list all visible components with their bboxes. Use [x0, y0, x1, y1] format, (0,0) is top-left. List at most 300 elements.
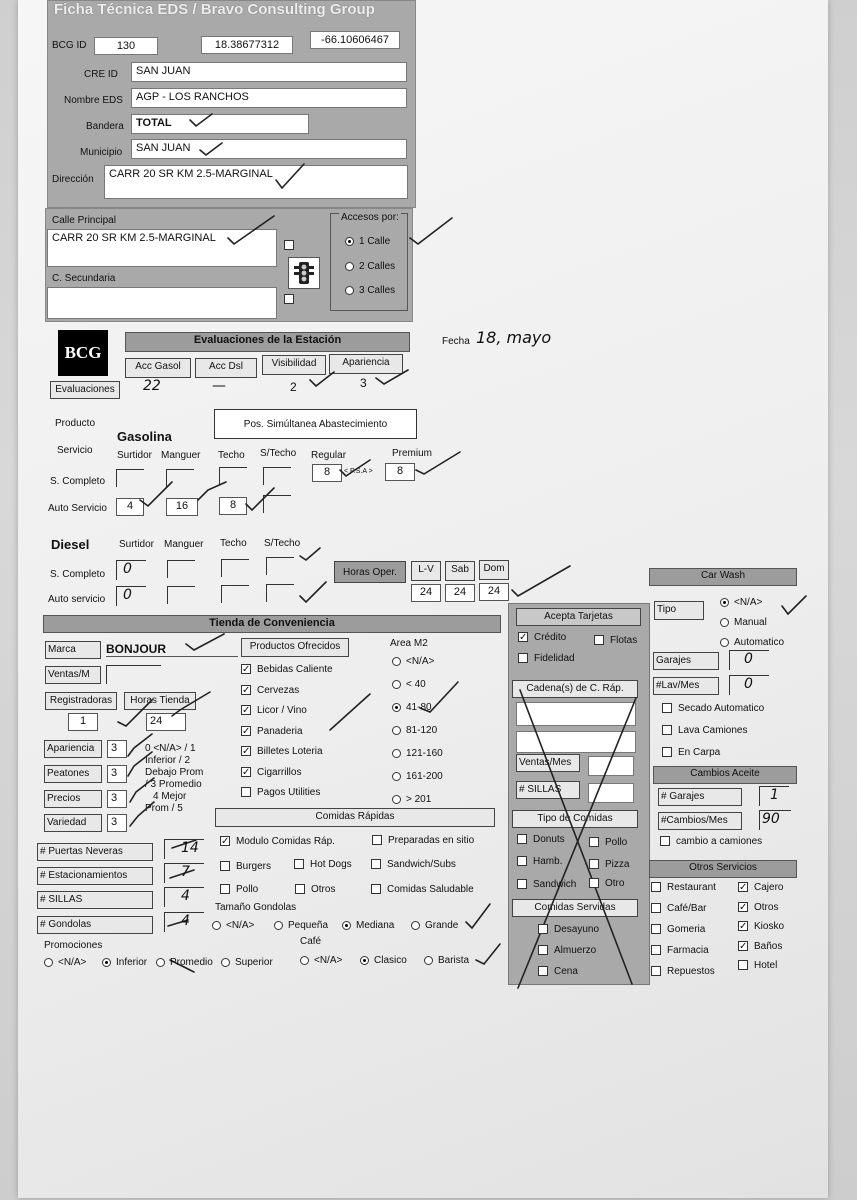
checkbox-label: Hamb. — [533, 856, 563, 867]
diesel-a-techo[interactable] — [221, 585, 249, 603]
radio-label: Promedio — [170, 957, 213, 968]
comida-2[interactable] — [220, 857, 271, 877]
checkbox-box — [589, 859, 599, 869]
radio — [392, 726, 401, 735]
radio — [212, 921, 221, 930]
horas-lv-value[interactable]: 24 — [411, 584, 441, 602]
radio-label: 121-160 — [406, 748, 443, 759]
checkbox-box: ✓ — [242, 766, 251, 778]
radio-label: > 201 — [406, 794, 432, 805]
bcg-id-label: BCG ID — [52, 40, 87, 51]
garajes-label: Garajes — [653, 652, 719, 670]
registradoras-field[interactable]: 1 — [68, 713, 98, 731]
evaluacion-col-acc-dsl: Acc Dsl — [195, 358, 257, 378]
horas-tienda-field[interactable]: 24 — [146, 713, 186, 731]
sillas-cadena-field[interactable] — [588, 783, 634, 803]
checkbox-label: Fidelidad — [534, 653, 575, 664]
checkbox-label: Crédito — [534, 632, 567, 643]
radio-label: Manual — [734, 617, 767, 628]
checkbox-label: Sandwich — [533, 879, 577, 890]
checkbox-box: ✓ — [739, 940, 748, 952]
radio-label: < 40 — [406, 679, 426, 690]
car-wash-opcion-2[interactable] — [662, 743, 720, 763]
comida-4[interactable] — [371, 855, 456, 875]
fecha-value[interactable]: 18, mayo — [476, 328, 552, 347]
otros-servicio-right-2[interactable] — [738, 917, 784, 937]
horas-dom-value[interactable]: 24 — [479, 583, 509, 601]
radio-label: <N/A> — [734, 597, 763, 608]
scale-line: 0 <N/A> / 1 — [145, 743, 196, 754]
area-option-2[interactable] — [392, 698, 432, 718]
cafe-label: Café — [300, 936, 322, 947]
horas-col-sab: Sab — [445, 561, 475, 581]
radio — [392, 680, 401, 689]
radio-label: 161-200 — [406, 771, 443, 782]
s-completo-label: S. Completo — [50, 476, 106, 487]
tipo-comida-2[interactable] — [517, 852, 562, 872]
credito-checkbox[interactable] — [518, 628, 566, 648]
checkbox-label: Lava Camiones — [678, 725, 748, 736]
producto-4[interactable] — [241, 742, 323, 762]
cambio-camiones-checkbox[interactable] — [660, 832, 762, 852]
checkbox-box — [651, 966, 661, 976]
radio-selected — [342, 921, 351, 930]
otros-servicio-right-4[interactable] — [738, 956, 777, 976]
accesos-1-calle[interactable] — [345, 232, 390, 252]
cre-id-label: CRE ID — [84, 69, 118, 80]
checkbox-box — [372, 835, 382, 845]
checkbox-label: Cigarrillos — [257, 766, 302, 778]
otros-servicio-left-4[interactable] — [651, 962, 715, 982]
tipo-comida-3[interactable] — [589, 855, 629, 875]
auto-servicio-label: Auto Servicio — [48, 503, 107, 514]
promociones-label: Promociones — [44, 940, 103, 951]
car-wash-tipo-2[interactable] — [720, 633, 784, 653]
checkbox-box — [241, 787, 251, 797]
municipio-field[interactable]: SAN JUAN — [131, 139, 407, 159]
radio-label: Grande — [425, 920, 459, 931]
evaluacion-col-visibilidad: Visibilidad — [262, 355, 326, 375]
scale-line: Debajo Prom — [145, 767, 204, 778]
checkbox-box — [517, 879, 527, 889]
direccion-field[interactable]: CARR 20 SR KM 2.5-MARGINAL — [104, 165, 408, 199]
ventas-mes-field[interactable] — [588, 756, 634, 776]
otros-servicios-title: Otros Servicios — [649, 860, 797, 878]
bandera-field[interactable]: TOTAL — [131, 114, 309, 134]
checkbox-box — [651, 924, 661, 934]
gas-auto-s-techo[interactable] — [263, 495, 291, 513]
ventas-m-label: Ventas/M — [45, 666, 101, 684]
checkbox-label: Sandwich/Subs — [387, 859, 456, 870]
tienda-title: Tienda de Conveniencia — [43, 615, 501, 633]
gas-s-surtidor[interactable] — [116, 469, 144, 487]
checkbox-box: ✓ — [242, 725, 251, 737]
checkbox-label: Gomeria — [667, 924, 706, 935]
evaluacion-col-acc-gasol: Acc Gasol — [125, 358, 191, 378]
car-wash-tipo-label: Tipo — [654, 601, 704, 620]
eval-acc-gasol-value[interactable]: 22 — [143, 378, 161, 394]
area-option-3[interactable] — [392, 721, 437, 741]
count-value-0[interactable]: 14 — [164, 839, 204, 859]
cambios-aceite-title: Cambios Aceite — [653, 766, 797, 784]
gasolina-heading: Gasolina — [117, 429, 172, 444]
radio — [345, 286, 354, 295]
count-label-0: # Puertas Neveras — [37, 843, 153, 861]
gondola-option-0[interactable] — [212, 916, 254, 936]
acepta-tarjetas-label: Acepta Tarjetas — [516, 608, 641, 626]
checkbox-box — [651, 882, 661, 892]
rating-value-3[interactable]: 3 — [107, 814, 127, 832]
gondola-option-1[interactable] — [274, 916, 328, 936]
checkbox-box — [651, 945, 661, 955]
cafe-option-1[interactable] — [360, 951, 407, 971]
cafe-option-2[interactable] — [424, 951, 469, 971]
producto-1[interactable] — [241, 681, 299, 701]
calle-secundaria-field[interactable] — [47, 287, 277, 319]
radio — [720, 638, 729, 647]
traffic-light-icon — [288, 257, 320, 289]
radio — [274, 921, 283, 930]
checkbox-label: Kiosko — [754, 921, 785, 932]
radio-label: <N/A> — [226, 920, 255, 931]
flotas-checkbox[interactable] — [594, 631, 637, 651]
checkbox-box: ✓ — [242, 684, 251, 696]
accesos-option-label: 3 Calles — [359, 285, 396, 296]
tipo-comida-1[interactable] — [589, 833, 627, 853]
gas-auto-techo[interactable]: 8 — [219, 497, 247, 515]
count-label-2: # SILLAS — [37, 891, 153, 909]
calle-principal-label: Calle Principal — [52, 215, 116, 226]
comida-servida-2[interactable] — [538, 962, 578, 982]
checkbox-box — [738, 960, 748, 970]
scale-line: Inferior / 2 — [145, 755, 191, 766]
registradoras-label: Registradoras — [45, 692, 117, 710]
cadena-field-2[interactable] — [516, 731, 636, 753]
psa-label: < P.S.A > — [344, 468, 373, 475]
checkbox-box: ✓ — [242, 664, 251, 676]
car-wash-title: Car Wash — [649, 568, 797, 586]
diesel-col-manguer: Manguer — [164, 539, 204, 550]
evaluacion-col-apariencia: Apariencia — [329, 354, 403, 374]
marca-value[interactable]: BONJOUR — [106, 642, 238, 657]
checkbox-label: Pizza — [605, 859, 630, 870]
producto-2[interactable] — [241, 701, 307, 721]
rating-value-0[interactable]: 3 — [107, 740, 127, 758]
rating-label-2: Precios — [44, 790, 102, 808]
rating-label-0: Apariencia — [44, 740, 102, 758]
checkbox-label: Donuts — [533, 834, 565, 845]
eval-acc-dsl-value[interactable]: — — [212, 378, 226, 394]
checkbox-box: ✓ — [221, 836, 230, 848]
checkbox-box: ✓ — [739, 882, 748, 894]
radio-label: Pequeña — [288, 920, 329, 931]
principal-checkbox[interactable] — [284, 240, 294, 250]
checkbox-label: Hot Dogs — [310, 859, 352, 870]
diesel-s-manguer[interactable] — [167, 560, 195, 578]
count-value-2[interactable]: 4 — [164, 887, 204, 907]
gas-auto-surtidor[interactable]: 4 — [116, 498, 144, 516]
municipio-label: Municipio — [80, 147, 123, 158]
producto-label: Producto — [55, 418, 96, 429]
accesos-option-label: 1 Calle — [359, 236, 391, 247]
productos-ofrecidos-label: Productos Ofrecidos — [241, 638, 349, 657]
checkbox-label: Otros — [311, 884, 336, 895]
checkbox-box — [517, 834, 527, 844]
comida-5[interactable] — [220, 880, 258, 900]
promo-option-1[interactable] — [102, 953, 147, 973]
car-wash-opcion-0[interactable] — [662, 699, 764, 719]
checkbox-label: Café/Bar — [667, 903, 707, 914]
radio-label: Barista — [438, 955, 470, 966]
promo-option-0[interactable] — [44, 953, 86, 973]
checkbox-box — [660, 836, 670, 846]
diesel-a-surtidor[interactable]: 0 — [116, 586, 146, 606]
gas-col-manguer: Manguer — [161, 450, 201, 461]
otros-servicio-right-0[interactable] — [738, 878, 783, 898]
horas-tienda-label: Horas Tienda — [124, 692, 196, 710]
checkbox-label: Comidas Saludable — [387, 884, 474, 895]
comida-servida-1[interactable] — [538, 941, 596, 961]
checkbox-label: Desayuno — [554, 924, 600, 935]
rating-label-1: Peatones — [44, 765, 102, 783]
calle-secundaria-label: C. Secundaria — [52, 273, 116, 284]
checkbox-box — [371, 859, 381, 869]
evaluaciones-title: Evaluaciones de la Estación — [125, 332, 410, 352]
premium-field[interactable]: 8 — [385, 463, 415, 481]
latitude-field[interactable]: 18.38677312 — [201, 36, 293, 54]
checkbox-label: Otro — [605, 878, 625, 889]
radio-label: Superior — [235, 957, 273, 968]
comidas-servidas-label: Comidas Servidas — [512, 899, 638, 917]
radio-label: <N/A> — [406, 656, 435, 667]
scale-line: / 3 Promedio — [145, 779, 202, 790]
secundaria-checkbox[interactable] — [284, 294, 294, 304]
radio-selected — [360, 956, 369, 965]
nombre-field[interactable]: AGP - LOS RANCHOS — [131, 88, 407, 108]
tipo-comida-4[interactable] — [517, 875, 576, 895]
radio — [345, 262, 354, 271]
fidelidad-checkbox[interactable] — [518, 649, 575, 669]
gas-s-manguer[interactable] — [166, 469, 194, 487]
radio-label: <N/A> — [58, 957, 87, 968]
promo-option-2[interactable] — [156, 953, 213, 973]
checkbox-box — [518, 653, 528, 663]
checkbox-box — [538, 924, 548, 934]
gondolas-size-label: Tamaño Gondolas — [215, 902, 297, 913]
car-wash-opcion-1[interactable] — [662, 721, 747, 741]
aceite-cambios-field[interactable]: 90 — [759, 810, 791, 830]
aceite-cambios-label: #Cambios/Mes — [658, 812, 742, 830]
radio — [221, 958, 230, 967]
cadena-field-1[interactable] — [516, 702, 636, 726]
comida-7[interactable] — [371, 880, 474, 900]
diesel-col-techo: Techo — [220, 538, 247, 549]
area-m2-label: Area M2 — [390, 638, 428, 649]
checkbox-box — [589, 878, 599, 888]
otros-servicio-right-1[interactable] — [738, 898, 778, 918]
diesel-a-s-techo[interactable] — [266, 584, 294, 602]
checkbox-label: Secado Automatico — [678, 703, 765, 714]
cadena-label: Cadena(s) de C. Ráp. — [512, 680, 638, 698]
checkbox-label: Baños — [754, 940, 783, 952]
bandera-label: Bandera — [86, 121, 124, 132]
aceite-garajes-field[interactable]: 1 — [759, 786, 789, 806]
tipo-comida-5[interactable] — [589, 874, 624, 894]
area-option-1[interactable] — [392, 675, 426, 695]
checkbox-label: cambio a camiones — [676, 836, 763, 847]
checkbox-label: Flotas — [610, 635, 638, 646]
radio-label: Automatico — [734, 637, 785, 648]
garajes-field[interactable]: 0 — [729, 650, 769, 670]
eval-visibilidad-value[interactable]: 2 — [290, 380, 297, 394]
area-option-4[interactable] — [392, 744, 443, 764]
checkbox-box: ✓ — [242, 705, 251, 717]
checkbox-box — [220, 884, 230, 894]
accesos-3-calles[interactable] — [345, 281, 395, 301]
direccion-label: Dirección — [52, 174, 94, 185]
ventas-m-field[interactable] — [106, 665, 161, 684]
checkbox-label: Almuerzo — [554, 945, 597, 956]
otros-servicio-left-1[interactable] — [651, 899, 706, 919]
count-label-1: # Estacionamientos — [37, 867, 153, 885]
checkbox-label: Repuestos — [667, 966, 715, 977]
radio-label: Clasico — [374, 955, 407, 966]
producto-0[interactable] — [241, 660, 333, 680]
comida-3[interactable] — [294, 855, 352, 875]
horas-col-dom: Dom — [479, 560, 509, 580]
comida-1[interactable] — [372, 831, 474, 851]
gas-auto-manguer[interactable]: 16 — [166, 498, 198, 516]
rating-value-2[interactable]: 3 — [107, 790, 127, 808]
lav-mes-label: #Lav/Mes — [653, 677, 719, 695]
checkbox-box — [651, 903, 661, 913]
checkbox-box: ✓ — [242, 746, 251, 758]
eval-apariencia-value[interactable]: 3 — [360, 376, 367, 390]
checkbox-box — [662, 703, 672, 713]
area-option-6[interactable] — [392, 790, 431, 810]
radio — [392, 657, 401, 666]
count-value-3[interactable]: 4 — [164, 912, 204, 932]
checkbox-label: Pollo — [605, 837, 628, 848]
checkbox-box — [589, 837, 599, 847]
comida-0[interactable] — [220, 832, 335, 852]
form-title: Ficha Técnica EDS / Bravo Consulting Group — [54, 1, 375, 18]
gas-s-techo[interactable] — [219, 467, 247, 485]
checkbox-box — [594, 635, 604, 645]
radio — [720, 618, 729, 627]
checkbox-label: Billetes Loteria — [257, 746, 323, 757]
scale-line: 4 Mejor — [153, 791, 187, 802]
cre-id-field[interactable]: SAN JUAN — [131, 62, 407, 82]
otros-servicio-left-0[interactable] — [651, 878, 716, 898]
promo-option-3[interactable] — [221, 953, 273, 973]
accesos-label: Accesos por: — [341, 212, 399, 223]
count-label-3: # Gondolas — [37, 916, 153, 934]
otros-servicio-left-3[interactable] — [651, 941, 709, 961]
gondola-option-2[interactable] — [342, 916, 394, 936]
otros-servicio-right-3[interactable] — [738, 937, 782, 957]
horas-sab-value[interactable]: 24 — [445, 584, 475, 602]
nombre-label: Nombre EDS — [64, 95, 123, 106]
diesel-a-manguer[interactable] — [167, 586, 195, 604]
checkbox-label: Farmacia — [667, 945, 709, 956]
rating-value-1[interactable]: 3 — [107, 765, 127, 783]
radio — [424, 956, 433, 965]
area-option-5[interactable] — [392, 767, 443, 787]
regular-field[interactable]: 8 — [312, 464, 342, 482]
producto-6[interactable] — [241, 783, 320, 803]
checkbox-box — [662, 747, 672, 757]
comidas-rapidas-label: Comidas Rápidas — [215, 808, 495, 827]
gas-col-s-techo: S/Techo — [260, 448, 297, 459]
longitude-field[interactable]: -66.10606467 — [310, 31, 400, 49]
tipo-comida-0[interactable] — [517, 830, 565, 850]
car-wash-tipo-1[interactable] — [720, 613, 767, 633]
producto-5[interactable] — [241, 763, 301, 783]
rating-scale — [145, 743, 203, 815]
checkbox-label: Cervezas — [257, 684, 300, 696]
checkbox-box — [295, 884, 305, 894]
ventas-mes-label: Ventas/Mes — [516, 754, 580, 772]
checkbox-box: ✓ — [739, 921, 748, 933]
pos-simultanea-box: Pos. Simúltanea Abastecimiento — [214, 409, 417, 439]
otros-servicio-left-2[interactable] — [651, 920, 705, 940]
checkbox-box — [538, 966, 548, 976]
area-option-0[interactable] — [392, 652, 434, 672]
radio-label: Inferior — [116, 957, 148, 968]
radio-label: <N/A> — [314, 955, 343, 966]
cafe-option-0[interactable] — [300, 951, 342, 971]
regular-label: Regular — [311, 450, 347, 461]
diesel-heading: Diesel — [51, 537, 90, 552]
premium-label: Premium — [392, 448, 433, 459]
radio — [156, 958, 165, 967]
checkbox-label: Pollo — [236, 884, 259, 895]
producto-3[interactable] — [241, 722, 303, 742]
checkbox-label: Otros — [754, 901, 779, 913]
gas-col-techo: Techo — [218, 450, 245, 461]
radio — [392, 772, 401, 781]
marca-label: Marca — [45, 641, 101, 659]
calle-principal-field[interactable]: CARR 20 SR KM 2.5-MARGINAL — [47, 229, 277, 267]
comida-servida-0[interactable] — [538, 920, 599, 940]
checkbox-box — [220, 861, 230, 871]
checkbox-box: ✓ — [739, 901, 748, 913]
checkbox-label: En Carpa — [678, 747, 721, 758]
diesel-s-s-techo[interactable] — [266, 557, 294, 575]
lav-mes-field[interactable]: 0 — [729, 675, 769, 695]
gondola-option-3[interactable] — [411, 916, 458, 936]
bcg-id-field[interactable]: 130 — [94, 37, 158, 55]
accesos-option-label: 2 Calles — [359, 261, 396, 272]
diesel-s-techo[interactable] — [221, 559, 249, 577]
comida-6[interactable] — [295, 880, 335, 900]
radio — [300, 956, 309, 965]
gas-s-s-techo[interactable] — [263, 467, 291, 485]
diesel-s-surtidor[interactable]: 0 — [116, 560, 146, 580]
diesel-s-completo-label: S. Completo — [50, 569, 106, 580]
bcg-logo: BCG — [58, 330, 108, 376]
count-value-1[interactable]: 7 — [164, 863, 204, 883]
checkbox-label: Panaderia — [257, 725, 303, 737]
radio — [392, 749, 401, 758]
fecha-label: Fecha — [442, 336, 470, 347]
accesos-2-calles[interactable] — [345, 257, 395, 277]
car-wash-tipo-0[interactable] — [720, 593, 762, 613]
gas-col-surtidor: Surtidor — [117, 450, 153, 461]
checkbox-label: Restaurant — [667, 882, 716, 893]
radio — [392, 795, 401, 804]
